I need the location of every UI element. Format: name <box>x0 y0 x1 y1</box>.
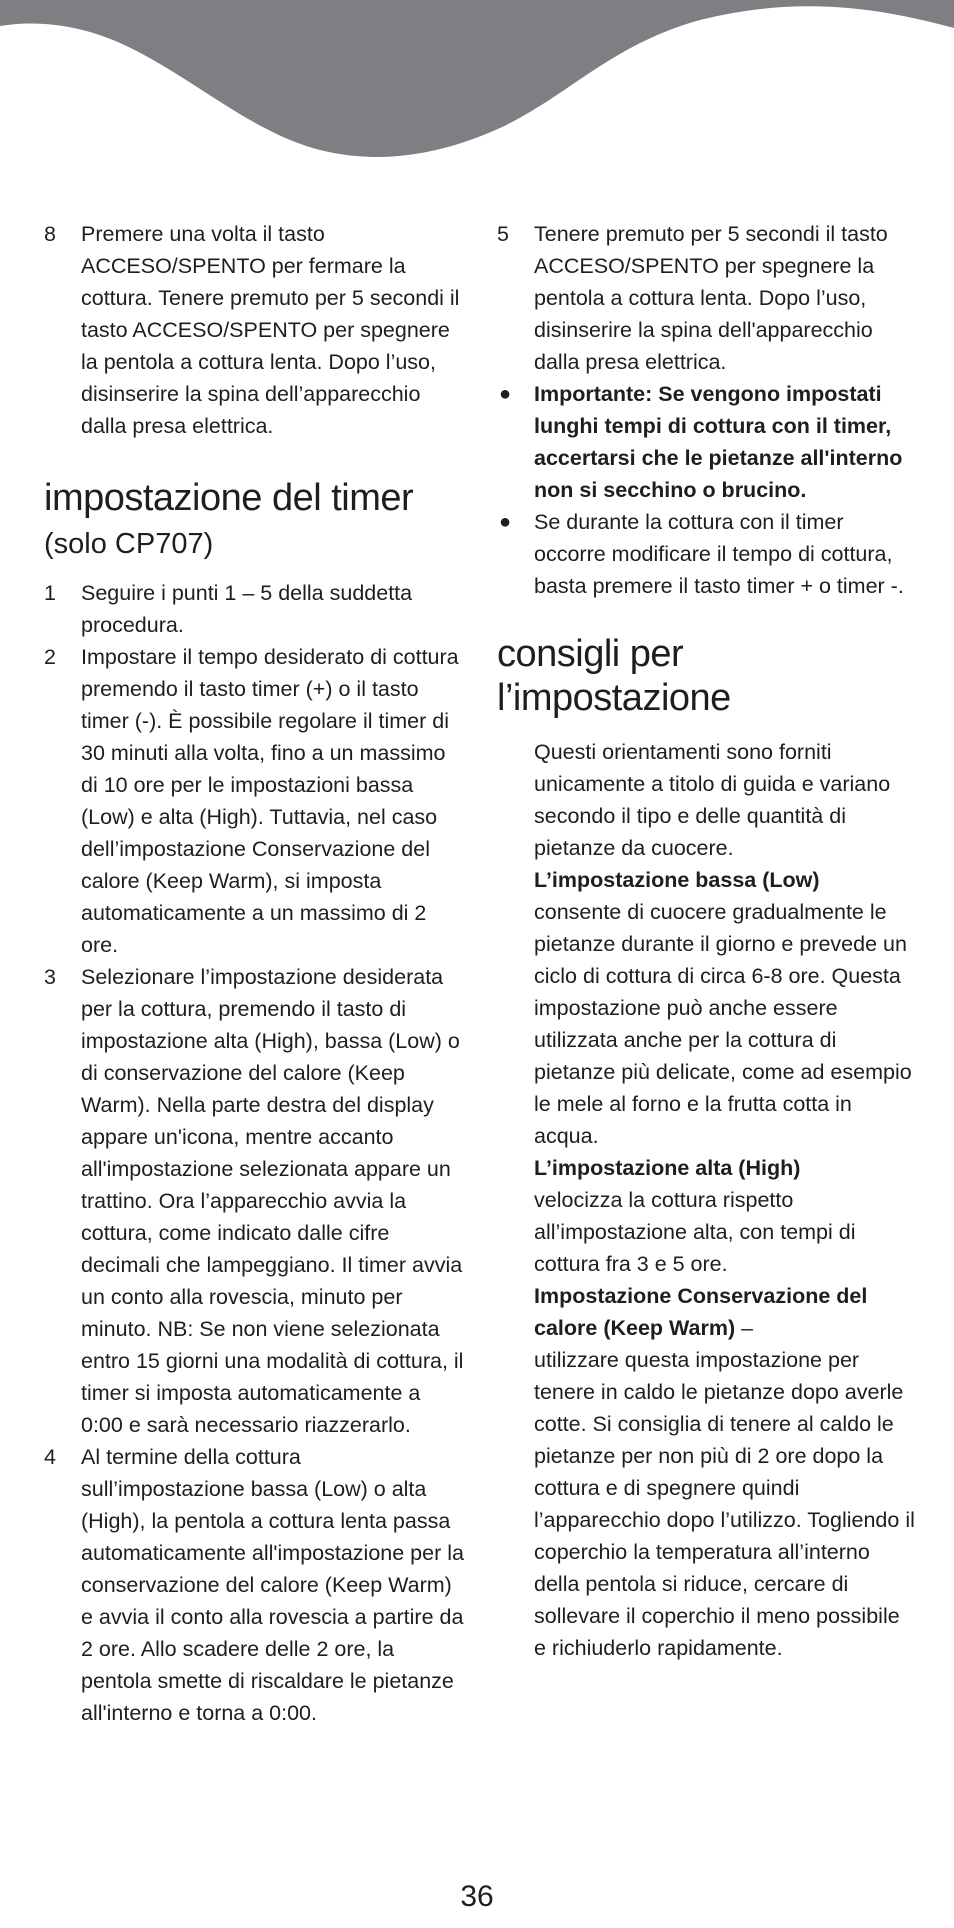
step-number: 8 <box>44 222 56 246</box>
high-text: velocizza la cottura rispetto all’impostazione alta, con tempi di cottura fra 3 e 5 ore. <box>534 1188 856 1276</box>
warm-text: utilizzare questa impostazione per tenere in caldo le pietanze dopo averle cotte. Si consiglia di tenere al caldo le pietanze per non più di 2 ore dopo la cottura e di spegnere quindi l’apparecchio dopo l’utilizzo. Togliendo il coperchio la temperatura all’interno della pentola si riduce, cercare di sollevare il coperchio il meno possibile e richiuderlo rapidamente. <box>534 1348 915 1660</box>
header-wave-decoration <box>0 0 954 160</box>
low-title: L’impostazione bassa (Low) <box>534 868 820 892</box>
step-number: 4 <box>44 1445 56 1469</box>
step-text: Selezionare l’impostazione desiderata per la cottura, premendo il tasto di impostazione alta (High), bassa (Low) o di conservazione del calore (Keep Warm). Nella parte destra del display appare un'icona, mentre accanto all'impostazione selezionata appare un trattino. Ora l’apparecchio avvia la cottura, come indicato dalle cifre decimali che lampeggiano. Il timer avvia un conto alla rovescia, minuto per minuto. NB: Se non viene selezionata entro 15 giorni una modalità di cottura, il timer si imposta automaticamente a 0:00 e sarà necessario riazzerarlo. <box>81 965 464 1437</box>
page-number: 36 <box>460 1880 494 1913</box>
step-2 <box>44 641 464 961</box>
warm-title: Impostazione Conservazione del calore (Keep Warm) <box>534 1284 868 1340</box>
timer-subheading: (solo CP707) <box>44 528 214 560</box>
left-column <box>44 218 464 1729</box>
bullet-icon: ● <box>499 383 512 405</box>
step-number: 1 <box>44 581 56 605</box>
right-column <box>497 218 917 1664</box>
low-text: consente di cuocere gradualmente le pietanze durante il giorno e prevede un ciclo di cottura di circa 6-8 ore. Questa impostazione può anche essere utilizzata anche per la cottura di pietanze più delicate, come ad esempio le mele al forno e la frutta cotta in acqua. <box>534 900 912 1148</box>
bullet-modify-time <box>497 506 917 602</box>
bullet-text: Se durante la cottura con il timer occorre modificare il tempo di cottura, basta premere il tasto timer + o timer -. <box>534 510 904 598</box>
timer-steps-list <box>44 577 464 1729</box>
bullet-icon: ● <box>499 511 512 533</box>
step-number: 3 <box>44 965 56 989</box>
step-number: 2 <box>44 645 56 669</box>
tips-intro: Questi orientamenti sono forniti unicamente a titolo di guida e variano secondo il tipo e delle quantità di pietanze da cuocere. <box>534 740 891 860</box>
timer-heading: impostazione del timer <box>44 477 414 519</box>
step-8 <box>44 218 464 442</box>
step-5 <box>497 218 917 378</box>
step-4 <box>44 1441 464 1729</box>
high-title: L’impostazione alta (High) <box>534 1156 801 1180</box>
tips-body <box>497 736 917 1664</box>
step-text: Al termine della cottura sull’impostazione bassa (Low) o alta (High), la pentola a cottura lenta passa automaticamente all'impostazione per la conservazione del calore (Keep Warm) e avvia il conto alla rovescia a partire da 2 ore. Allo scadere delle 2 ore, la pentola smette di riscaldare le pietanze all'interno e torna a 0:00. <box>81 1445 464 1725</box>
step-text: Seguire i punti 1 – 5 della suddetta procedura. <box>81 581 413 637</box>
step-text: Premere una volta il tasto ACCESO/SPENTO per fermare la cottura. Tenere premuto per 5 secondi il tasto ACCESO/SPENTO per spegnere la pentola a cottura lenta. Dopo l’uso, disinserire la spina dell’apparecchio dalla presa elettrica. <box>81 222 460 438</box>
bullet-important <box>497 378 917 506</box>
warm-title-line <box>497 1280 917 1344</box>
step-3 <box>44 961 464 1441</box>
step-text: Tenere premuto per 5 secondi il tasto ACCESO/SPENTO per spegnere la pentola a cottura lenta. Dopo l’uso, disinserire la spina dell'apparecchio dalla presa elettrica. <box>534 222 888 374</box>
step-number: 5 <box>497 222 509 246</box>
warm-dash: – <box>735 1316 754 1340</box>
tips-heading: consigli per l’impostazione <box>497 633 731 719</box>
step-text: Impostare il tempo desiderato di cottura premendo il tasto timer (+) o il tasto timer (-). È possibile regolare il timer di 30 minuti alla volta, fino a un massimo di 10 ore per le impostazioni bassa (Low) e alta (High). Tuttavia, nel caso dell’impostazione Conservazione del calore (Keep Warm), si imposta automaticamente a un massimo di 2 ore. <box>81 645 459 957</box>
step-1 <box>44 577 464 641</box>
bullet-text: Importante: Se vengono impostati lunghi tempi di cottura con il timer, accertarsi che le pietanze all'interno non si secchino o brucino. <box>534 382 903 502</box>
